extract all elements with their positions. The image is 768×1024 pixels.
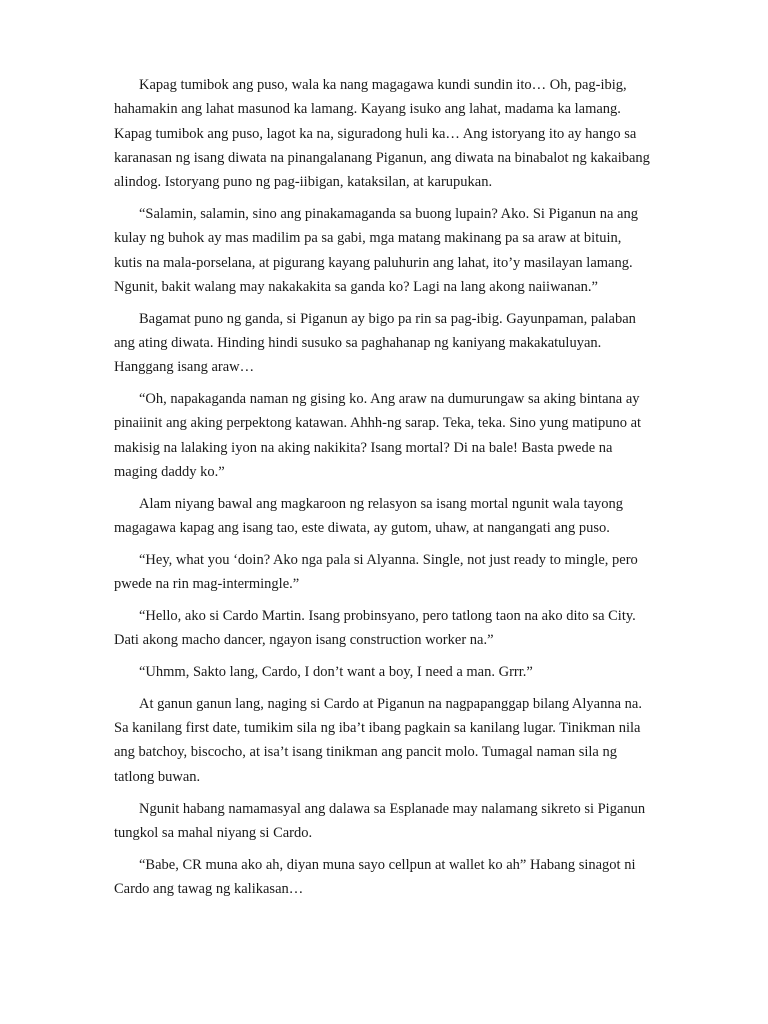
- paragraph-8: “Uhmm, Sakto lang, Cardo, I don’t want a boy, I need a man. Grrr.”: [139, 664, 533, 681]
- paragraph-11: “Babe, CR muna ako ah, diyan muna sayo cellpun at wallet ko ah” Habang sinagot ni Cardo ang tawag ng kalikasan…: [114, 856, 636, 897]
- document-body: [114, 73, 650, 909]
- paragraph-3: Bagamat puno ng ganda, si Piganun ay bigo pa rin sa pag-ibig. Gayunpaman, palaban ang ating diwata. Hinding hindi susuko sa paghahanap ng kaniyang makakatuluyan. Hanggang isang araw…: [114, 310, 636, 376]
- paragraph-10: Ngunit habang namamasyal ang dalawa sa Esplanade may nalamang sikreto si Piganun tungkol sa mahal niyang si Cardo.: [114, 800, 646, 841]
- paragraph-7: “Hello, ako si Cardo Martin. Isang probinsyano, pero tatlong taon na ako dito sa City. Dati akong macho dancer, ngayon isang construction worker na.”: [114, 607, 636, 649]
- paragraph-4: “Oh, napakaganda naman ng gising ko. Ang araw na dumurungaw sa aking bintana ay pinaiinit ang aking perpektong katawan. Ahhh-ng sarap. Teka, teka. Sino yung matipuno at makisig na lalaking iyon na aking nakikita? Isang mortal? Di na bale! Basta pwede na maging daddy ko.”: [114, 391, 642, 480]
- paragraph-5: Alam niyang bawal ang magkaroon ng relasyon sa isang mortal ngunit wala tayong magagawa kapag ang isang tao, este diwata, ay gutom, uhaw, at nangangati ang puso.: [114, 495, 624, 537]
- paragraph-6: “Hey, what you ‘doin? Ako nga pala si Alyanna. Single, not just ready to mingle, pero pwede na rin mag-intermingle.”: [114, 551, 638, 593]
- paragraph-9: At ganun ganun lang, naging si Cardo at Piganun na nagpapanggap bilang Alyanna na. Sa kanilang first date, tumikim sila ng iba’t ibang pagkain sa kanilang lugar. Tinikman nila ang batchoy, biscocho, at isa’t isang tinikman ang pancit molo. Tumagal naman sila ng tatlong buwan.: [114, 695, 642, 785]
- paragraph-1: Kapag tumibok ang puso, wala ka nang magagawa kundi sundin ito… Oh, pag-ibig, hahamakin ang lahat masunod ka lamang. Kayang isuko ang lahat, madama ka lamang. Kapag tumibok ang puso, lagot ka na, siguradong huli ka… Ang istoryang ito ay hango sa karanasan ng isang diwata na pinangalanang Piganun, ang diwata na binabalot ng kakaibang alindog. Istoryang puno ng pag-iibigan, kataksilan, at karupukan.: [114, 77, 650, 191]
- paragraph-2: “Salamin, salamin, sino ang pinakamaganda sa buong lupain? Ako. Si Piganun na ang kulay ng buhok ay mas madilim pa sa gabi, mga matang makinang pa sa araw at bituin, kutis na mala-porselana, at pigurang kayang paluhurin ang lahat, ito’y masilayan lamang. Ngunit, bakit walang may nakakakita sa ganda ko? Lagi na lang akong naiiwanan.”: [114, 205, 638, 295]
